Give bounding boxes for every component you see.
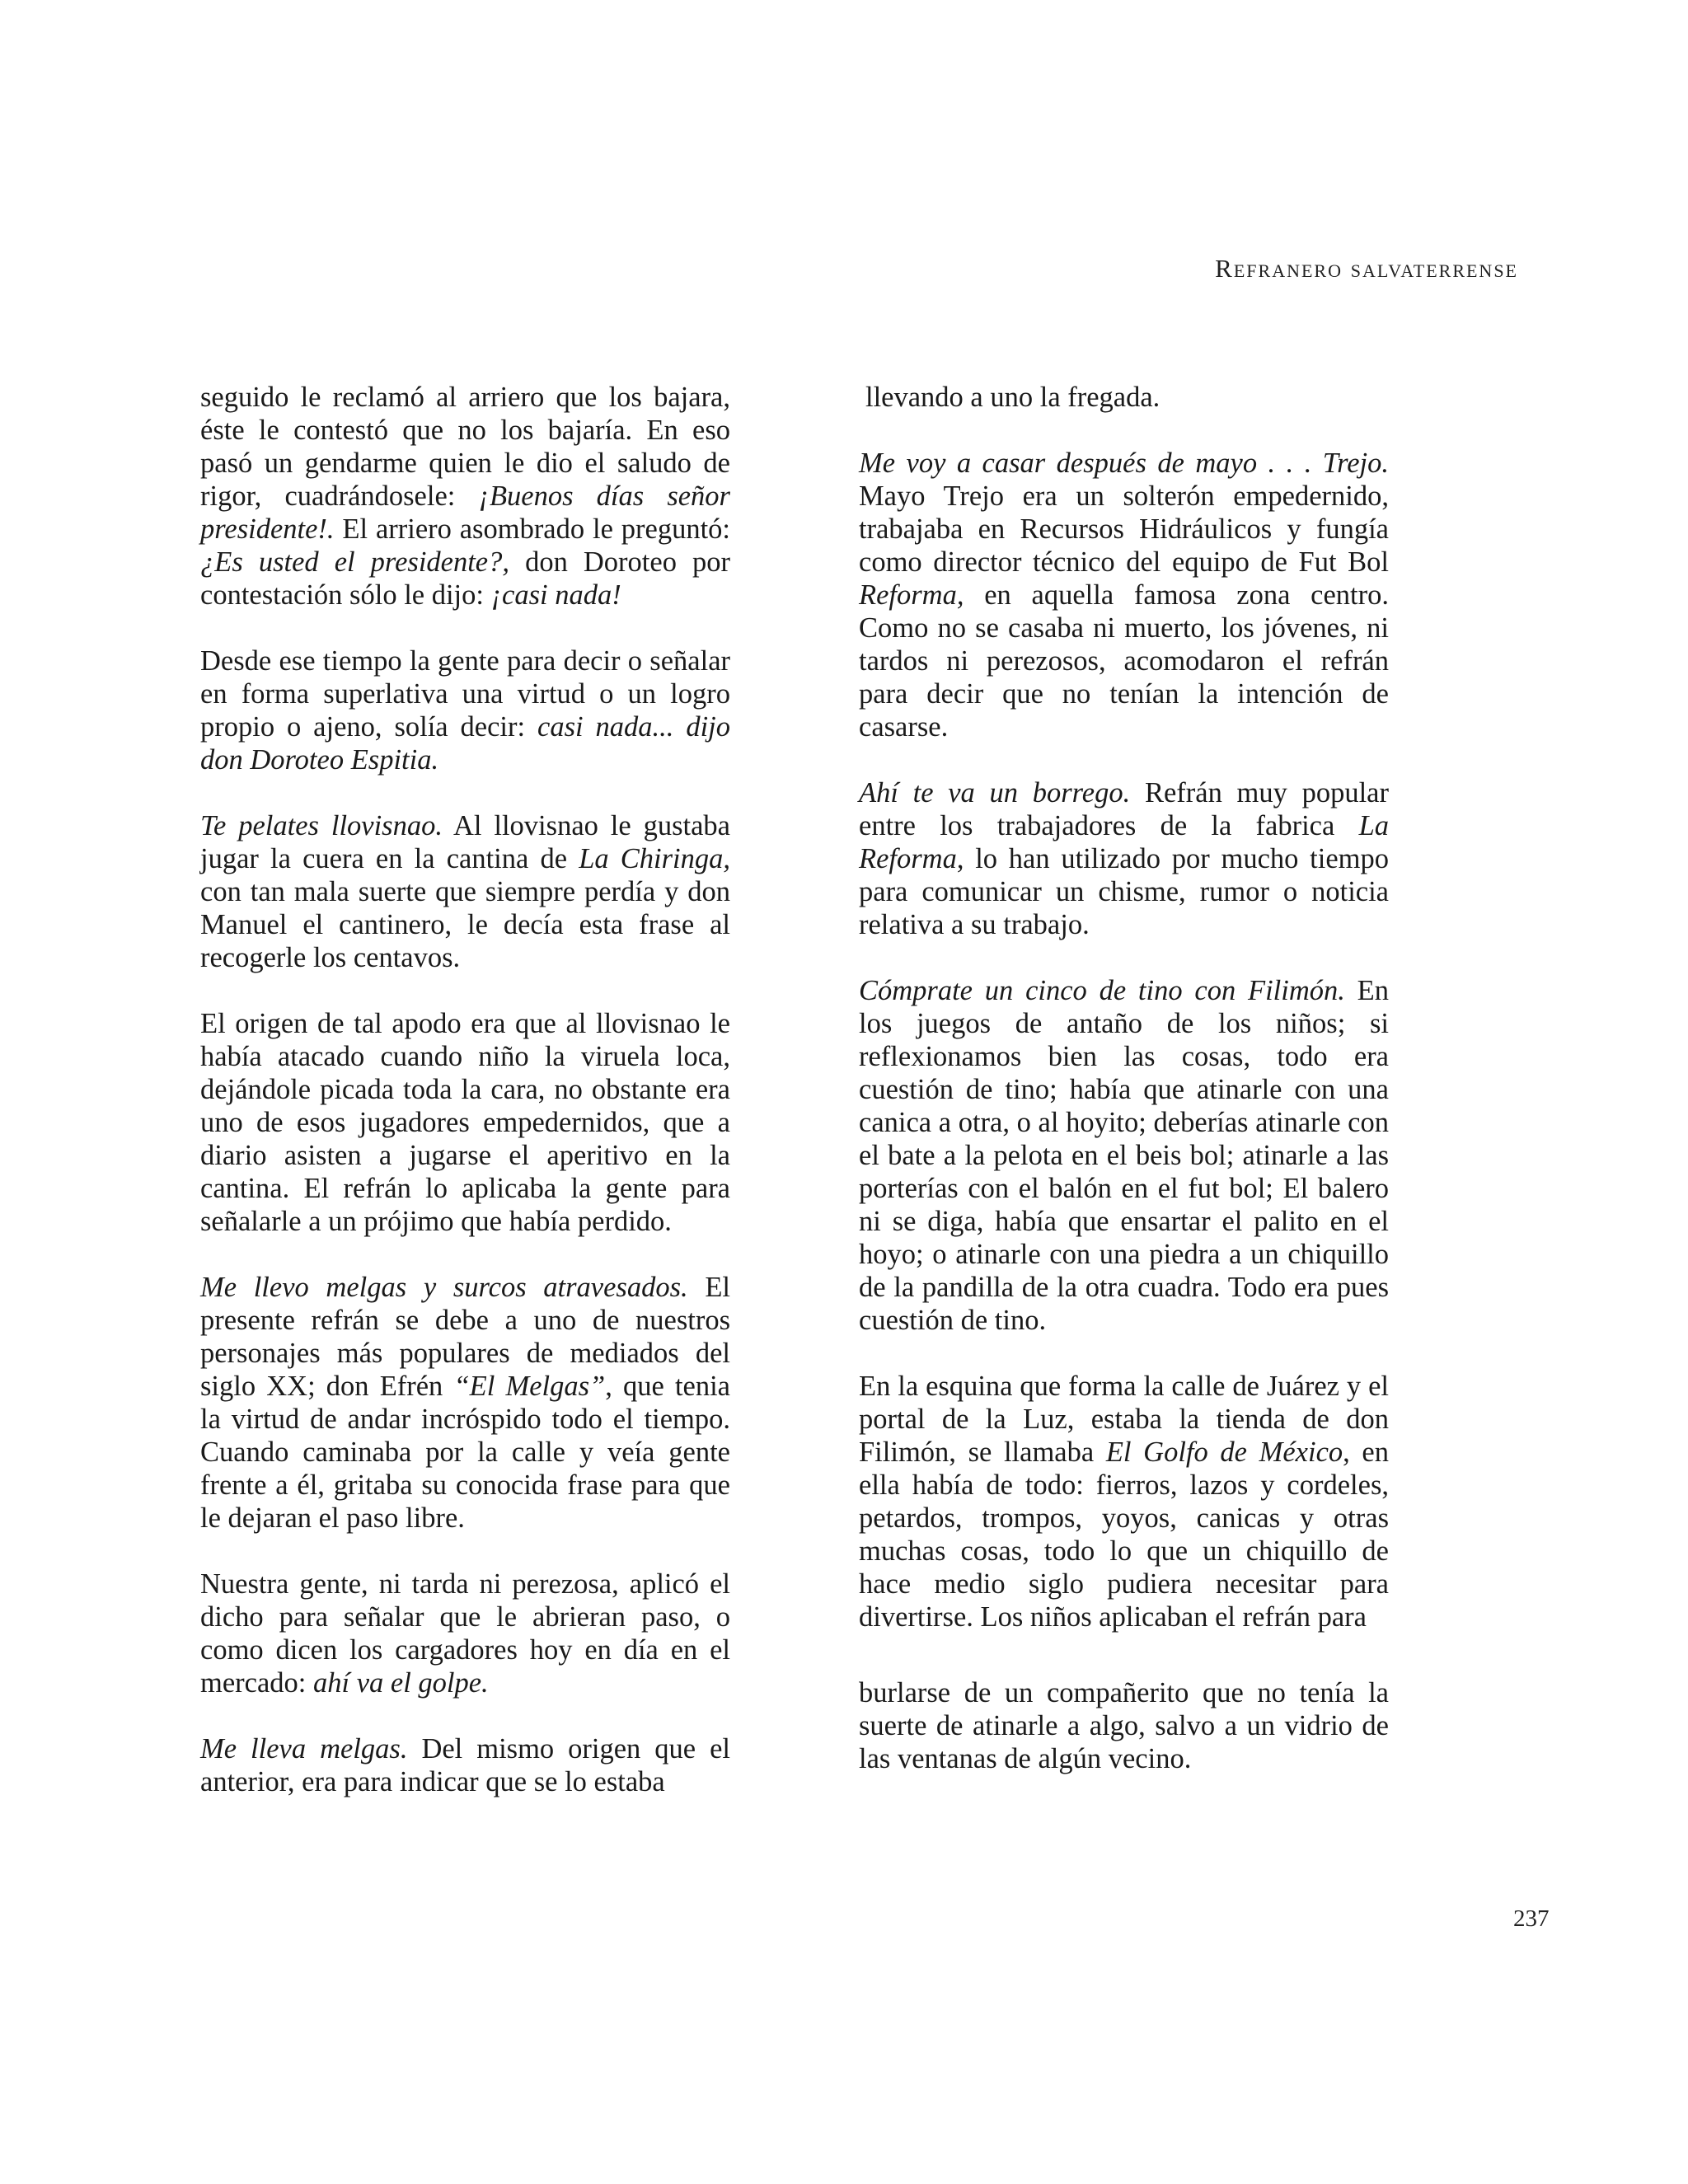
left-column [200,381,730,1798]
italic-text: Ahí te va un borrego. [859,777,1131,808]
text-run: seguido le reclamó al arriero que los bajara, éste le contestó que no los bajaría. En eso pasó un gendarme quien le dio el saludo de rigor, cuadrándosele: [200,382,730,512]
italic-text: Me llevo melgas y surcos atravesados. [200,1272,688,1303]
italic-text: La Chiringa, [579,843,731,874]
text-run: Refrán muy popular entre los trabajadores de la fabrica [859,777,1389,841]
text-run: llevando a uno la fregada. [865,382,1160,413]
italic-text: “El Melgas” [453,1371,606,1402]
paragraph [200,1568,730,1699]
paragraph [859,1676,1389,1775]
paragraph [200,644,730,776]
paragraph [859,1370,1389,1633]
text-run: Al llovisnao le gustaba jugar la cuera en la cantina de [200,810,730,874]
italic-text: ¡Buenos días señor presidente!. [200,480,730,545]
paragraph [200,1271,730,1535]
italic-text: casi nada... dijo don Doroteo Espitia. [200,711,730,776]
paragraph [200,809,730,974]
right-column [859,381,1389,1775]
text-run: burlarse de un compañerito que no tenía la suerte de atinarle a algo, salvo a un vidrio de las ventanas de algún vecino. [859,1677,1389,1774]
text-run: don Doroteo por contestación sólo le dijo: [200,546,731,611]
italic-text: ¡casi nada! [490,579,621,611]
text-run: Desde ese tiempo la gente para decir o señalar en forma superlativa una virtud o un logro propio o ajeno, solía decir: [200,645,730,743]
text-run: en aquella famosa zona centro. Como no se casaba ni muerto, los jóvenes, ni tardos ni perezosos, acomodaron el refrán para decir que no tenían la intención de casarse. [859,579,1389,743]
italic-text: Cómprate un cinco de tino con Filimón. [859,975,1345,1006]
text-run: El arriero asombrado le preguntó: [334,513,730,545]
paragraph [200,1732,730,1798]
paragraph [859,447,1389,743]
paragraph [859,776,1389,941]
text-run: , en ella había de todo: fierros, lazos y cordeles, petardos, trompos, yoyos, canicas y otras muchas cosas, todo lo que un chiquillo de hace medio siglo pudiera necesitar para divertirse. Los niños aplicaban el refrán para [859,1436,1389,1633]
text-run: Del mismo origen que el anterior, era para indicar que se lo estaba [200,1733,731,1797]
running-head: Refranero salvaterrense [1215,254,1518,283]
page-number: 237 [1513,1905,1550,1932]
paragraph [200,381,730,612]
text-run: El origen de tal apodo era que al llovisnao le había atacado cuando niño la viruela loca, dejándole picada toda la cara, no obstante era uno de esos jugadores empedernidos, que a diario asisten a jugarse el aperitivo en la cantina. El refrán lo aplicaba la gente para señalarle a un prójimo que había perdido. [200,1008,730,1237]
italic-text: La Reforma [859,810,1389,874]
italic-text: Te pelates llovisnao. [200,810,443,841]
text-run: con tan mala suerte que siempre perdía y don Manuel el cantinero, le decía esta frase al recogerle los centavos. [200,876,730,973]
italic-text: Me lleva melgas. [200,1733,408,1765]
text-run: , que tenia la virtud de andar incróspido todo el tiempo. Cuando caminaba por la calle y veía gente frente a él, gritaba su conocida frase para que le dejaran el paso libre. [200,1371,730,1534]
text-run: En la esquina que forma la calle de Juárez y el portal de la Luz, estaba la tienda de don Filimón, se llamaba [859,1371,1389,1468]
paragraph [859,381,1389,414]
text-run: Nuestra gente, ni tarda ni perezosa, aplicó el dicho para señalar que le abrieran paso, o como dicen los cargadores hoy en día en el mercado: [200,1568,730,1699]
italic-text: ahí va el golpe. [312,1667,489,1699]
text-run: , lo han utilizado por mucho tiempo para comunicar un chisme, rumor o noticia relativa a su trabajo. [859,843,1389,940]
text-run: En los juegos de antaño de los niños; si reflexionamos bien las cosas, todo era cuestión de tino; había que atinarle con una canica a otra, o al hoyito; deberías atinarle con el bate a la pelota en el beis bol; atinarle a las porterías con el balón en el fut bol; El balero ni se diga, había que ensartar el palito en el hoyo; o atinarle con una piedra a un chiquillo de la pandilla de la otra cuadra. Todo era pues cuestión de tino. [859,975,1389,1336]
italic-text: ¿Es usted el presidente?, [200,546,509,578]
paragraph [859,974,1389,1337]
italic-text: Reforma, [859,579,964,611]
text-run: Mayo Trejo era un solterón empedernido, trabajaba en Recursos Hidráulicos y fungía como director técnico del equipo de Fut Bol [859,480,1389,578]
text-run: El presente refrán se debe a uno de nuestros personajes más populares de mediados del siglo XX; don Efrén [200,1272,730,1402]
italic-text: Me voy a casar después de mayo . . . Trejo. [859,448,1389,479]
italic-text: El Golfo de México [1105,1436,1343,1468]
paragraph [200,1007,730,1238]
